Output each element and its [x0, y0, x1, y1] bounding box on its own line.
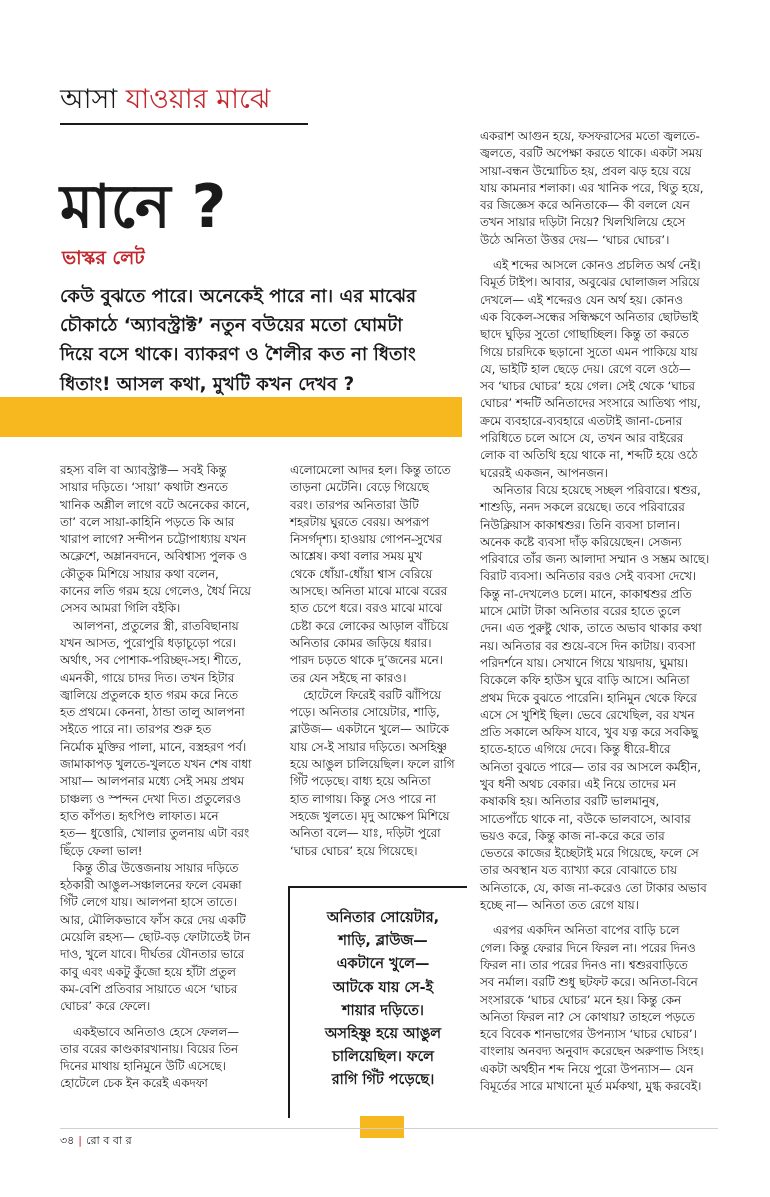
pull-quote-accent: [360, 1116, 404, 1138]
body-text-line: বাংলায় অনবদ্য অনুবাদ করেছেন অরুণাভ সিংহ।: [480, 1044, 704, 1059]
section-rule: [60, 123, 308, 125]
body-text-line: হাত কাঁপত। হৃৎপিণ্ড লাফাত। মনে: [60, 808, 219, 823]
body-text-line: হাত চেপে ধরে। বরও মাঝে মাঝে: [290, 601, 443, 616]
body-text-line: হোটেলে ফিরেই বরটি ঝাঁপিয়ে: [303, 687, 441, 702]
body-text-line: পারদ চড়তে থাকে দু’জনের মনে।: [290, 653, 443, 668]
body-text-line: জামাকাপড় খুলতে-খুলতে যখন শেষ বাধা: [60, 757, 252, 772]
body-text-line: কষাকষি হয়। অনিতার বরটি ভালমানুষ,: [480, 794, 660, 809]
body-text-line: চেষ্টা করে লোকের আড়াল বাঁচিয়ে: [290, 618, 449, 633]
body-text-line: সব নর্মাল। বরটি শুধু ছটফট করে। অনিতা-বিনে: [480, 975, 698, 990]
body-text-line: হয়ে আঙুল চালিয়েছিল। ফলে রাগি: [290, 757, 455, 772]
body-text-line: দেখলে— এই শব্দেরও যেন অর্থ হয়। কোনও: [480, 292, 683, 307]
body-text-line: সায়া-বন্ধন উন্মোচিত হয়, প্রবল ঝড় হয়ে বয়ে: [480, 163, 691, 178]
body-text-line: হাতে-হাতে এগিয়ে দেবে। কিন্তু ধীরে-ধীরে: [480, 742, 671, 757]
body-text-line: ঘরেরই একজন, আপনজন।: [480, 465, 608, 480]
body-text-line: অনিতাকে, যে, কাজ না-করেও তো টাকার অভাব: [480, 880, 707, 895]
body-text-line: নিউক্লিয়াস কাকাশ্বশুর। তিনি ব্যবসা চালান।: [480, 517, 680, 532]
body-text-line: একটা অর্থহীন শব্দ নিয়ে পুরো উপন্যাস— যেন: [480, 1061, 694, 1076]
body-text-line: অনেক কষ্টে ব্যবসা দাঁড় করিয়েছেন। সেজন্য: [480, 534, 682, 549]
body-text-line: ক্রমে ব্যবহারে-ব্যবহারে এতটাই জানা-চেনার: [480, 413, 683, 428]
intro-standfirst: [60, 282, 465, 399]
body-text-line: মেয়েলি রহস্য— ছোট-বড় ফোটাতেই টান: [60, 930, 251, 945]
body-text-line: কৌতুক মিশিয়ে সায়ার কথা বলেন,: [60, 566, 219, 581]
body-text-line: কিন্তু না-দেখলেও চলে। মানে, কাকাশ্বশুর প্রতি: [480, 586, 692, 601]
pull-quote-line: অনিতার সোয়েটার,: [326, 910, 440, 926]
body-text-line: হচ্ছে না— অনিতা তত রেগে যায়।: [480, 898, 639, 913]
body-text-line: এমনকী, গায়ে চাদর দিত। তখন হিটার: [60, 670, 235, 685]
body-text-line: এসে সে খুশিই ছিল। ভেবে রেখেছিল, বর যখন: [480, 707, 695, 722]
body-text-line: অনিতা বুঝতে পারে— তার বর আসলে কর্মহীন,: [480, 759, 702, 774]
byline: ভাস্কর লেট: [62, 247, 145, 269]
body-text-line: রহস্য বলি বা অ্যাবস্ট্রাক্ট— সবই কিন্তু: [60, 463, 227, 477]
yellow-accent-bar: [0, 397, 462, 437]
body-text-line: দেন। এত পুরুষ্টু থোক, তাতে অভাব থাকার কথা: [480, 621, 702, 636]
body-text-line: দাও, খুলে যাবে। দীর্ঘতর যৌনতার ভারে: [60, 947, 245, 962]
body-text-line: অনিতা ফিরল না? সে কোথায়? তাহলে পড়তে: [480, 1009, 695, 1024]
section-title-part1: আসা: [60, 84, 118, 115]
body-text-line: হাত লাগায়। কিন্তু সেও পারে না: [290, 791, 436, 806]
body-text-line: ছিঁড়ে ফেলা ভাল!: [60, 843, 143, 858]
body-text-line: থেকে ধোঁয়া-ধোঁয়া শ্বাস বেরিয়ে: [290, 566, 433, 581]
body-text-line: আলপনা, প্রতুলের স্ত্রী, রাতবিছানায়: [73, 618, 239, 633]
body-text-line: যায় সে-ই সায়ার দড়িতে। অসহিষ্ণু: [290, 739, 447, 754]
body-text-line: সায়ার দড়িতে। ‘সায়া’ কথাটা শুনতে: [60, 480, 228, 495]
body-text-line: ব্লাউজ— একটানে খুলে— আটকে: [290, 722, 449, 737]
body-text-line: গিঁট লেগে যায়। আলপনা হাসে তাতে।: [60, 895, 237, 910]
body-text-line: লোক বা অতিথি হয়ে থাকে না, শব্দটি হয়ে ওঠে: [480, 448, 698, 463]
body-text-line: ঘোচর’ করে ফেলে।: [60, 999, 151, 1014]
pull-quote-line: চালিয়েছিল। ফলে: [332, 1049, 434, 1066]
body-text-line: কিন্তু তীব্র উত্তেজনায় সায়ার দড়িতে: [73, 860, 239, 875]
body-text-line: জ্বালিয়ে প্রতুলকে হাত গরম করে নিতে: [60, 687, 238, 702]
body-text-line: অক্লেশে, অম্লানবদনে, অবিশ্বাস্য পুলক ও: [60, 549, 248, 564]
body-text-line: যে, ভাইটি হাল ছেড়ে দেয়। রেগে বলে ওঠে—: [480, 361, 691, 376]
body-text-line: অর্থাৎ, সব পোশাক-পরিচ্ছদ-সহ। শীতে,: [60, 653, 242, 668]
body-text-line: হোটেলে চেক ইন করেই একদফা: [60, 1076, 208, 1091]
body-text-line: উঠে অনিতা উত্তর দেয়— ‘ঘাচর ঘোচর’।: [480, 232, 670, 247]
body-text-line: পড়ে। অনিতার সোয়েটার, শাড়ি,: [290, 705, 440, 720]
paragraph-gap: [480, 249, 720, 257]
body-text-line: ছাদে ঘুড়ির সুতো গোছাচ্ছিল। কিন্তু তা করতে: [480, 327, 689, 342]
body-text-line: তর যেন সইছে না কারও।: [290, 670, 407, 685]
pull-quote-line: শাড়ি, ব্লাউজ—: [338, 933, 428, 950]
body-text-line: হত— ধুত্তোরি, খোলার তুলনায় এটা বরং: [60, 826, 250, 841]
body-text-line: মাসে মোটা টাকা অনিতার বরের হাতে তুলে: [480, 604, 681, 619]
body-text-line: সংসারকে ‘ঘাচর ঘোচর’ মনে হয়। কিন্তু কেন: [480, 992, 682, 1007]
body-text-line: নির্মোক মুক্তির পালা, মানে, বস্ত্রহরণ পর্ব।: [60, 739, 247, 754]
body-text-line: গেল। কিন্তু ফেরার দিনে ফিরল না। পরের দিনও: [480, 940, 696, 955]
body-text-line: অনিতার বিয়ে হয়েছে সচ্ছল পরিবারে। শ্বশুর,: [493, 482, 701, 497]
body-text-line: শাশুড়ি, ননদ সকলে রয়েছে। তবে পরিবারের: [480, 500, 685, 515]
body-text-line: তার অবস্থান যত ব্যাখ্যা করে বোঝাতে চায়: [480, 863, 677, 878]
body-text-line: আশ্লেষ। কথা বলার সময় মুখ: [290, 549, 423, 564]
body-text-line: সেসব আমরা গিলি বইকি।: [60, 601, 181, 616]
body-text-line: দিনের মাথায় হানিমুনে উটি এসেছে।: [60, 1059, 226, 1074]
body-text-line: খুব ধনী অথচ বেকার। এই নিয়ে তাদের মন: [480, 776, 677, 791]
body-text-line: ফিরল না। তার পরের দিনও না। শ্বশুরবাড়িতে: [480, 957, 688, 972]
body-text-line: সাতেপাঁচে থাকে না, বউকে ভালবাসে, আবার: [480, 811, 691, 826]
body-text-line: চাঞ্চল্য ও স্পন্দন দেখা দিত। প্রতুলেরও: [60, 791, 241, 806]
body-text-line: সব ‘ঘাচর ঘোচর’ হয়ে গেল। সেই থেকে ‘ঘাচর: [480, 379, 695, 394]
section-title: [60, 80, 300, 120]
body-text-line: ‘ঘাচর ঘোচর’ হয়ে গিয়েছে।: [290, 843, 418, 858]
body-text-line: একরাশ আগুন হয়ে, ফসফরাসের মতো জ্বলতে-: [480, 129, 700, 143]
pull-quote-line: রাগি গিঁট পড়েছে।: [331, 1072, 435, 1089]
body-text-line: খানিক অশ্লীল লাগে বটে অনেকের কানে,: [60, 497, 250, 512]
body-text-line: অনিতা বলে— যাঃ, দড়িটা পুরো: [290, 826, 441, 841]
body-text-line: ভেতরে কাজের ইচ্ছেটাই মরে গিয়েছে, ফলে সে: [480, 846, 699, 861]
body-text-line: নিসর্গদৃশ্য। হাওয়ায় গোপন-সুখের: [290, 532, 442, 547]
body-text-line: কম-বেশি প্রতিবার সায়াতে এসে ‘ঘাচর: [60, 981, 238, 996]
body-text-line: অনিতার কোমর জড়িয়ে ধরার।: [290, 635, 432, 650]
pull-quote-line: শায়ার দড়িতে।: [342, 1002, 424, 1019]
intro-line: দিয়ে বসে থাকে। ব্যাকরণ ও শৈলীর কত না ধিতাং: [60, 344, 416, 366]
body-text-line: খারাপ লাগে? সন্দীপন চট্টোপাধ্যায় যখন: [60, 532, 247, 547]
body-text-line: তখন সায়ার দড়িটা নিয়ে? খিলখিলিয়ে হেসে: [480, 215, 686, 230]
footer-rule: [60, 1128, 718, 1129]
body-text-line: একইভাবে অনিতাও হেসে ফেলল—: [73, 1024, 240, 1039]
body-text-line: আর, মৌলিকভাবে ফাঁস করে দেয় একটি: [60, 912, 246, 927]
pull-quote-line: আটকে যায় সে-ই: [332, 979, 434, 996]
body-text-line: হঠকারী আঙুল-সঞ্চালনের ফলে বেমক্কা: [60, 878, 242, 893]
folio-separator: |: [78, 1134, 83, 1147]
body-text-line: এরপর একদিন অনিতা বাপের বাড়ি চলে: [493, 923, 680, 938]
body-text-line: এক বিকেল-সন্ধের সন্ধিক্ষণে অনিতার ছোটভাই: [480, 309, 699, 324]
body-text-line: যখন আসত, পুরোপুরি ধড়াচূড়ো পরে।: [60, 635, 237, 650]
body-text-line: প্রথম দিকে বুঝতে পারেনি। হানিমুন থেকে ফিরে: [480, 690, 697, 705]
pull-quote-line: একটানে খুলে—: [336, 956, 430, 973]
body-text-line: পরিধিতে চলে আসে যে, তখন আর বাইরের: [480, 431, 684, 446]
body-text-line: তাড়না মেটেনি। বেড়ে গিয়েছে: [290, 480, 429, 495]
body-text-line: পরিবারে তাঁর জন্য আলাদা সম্মান ও সম্ভ্রম আছে।: [480, 552, 710, 567]
body-text-line: সায়া— আলপনার মধ্যে সেই সময় প্রথম: [60, 774, 244, 789]
body-text-line: ঘোচর’ শব্দটি অনিতাদের সংসারে আতিথ্য পায়,: [480, 396, 701, 411]
paragraph-gap: [480, 914, 720, 922]
body-text-line: তা’ বলে সায়া-কাহিনি পড়তে কি আর: [60, 514, 235, 529]
intro-line: চৌকাঠে ‘অ্যাবস্ট্রাক্ট’ নতুন বউয়ের মতো ঘোমটা: [60, 315, 403, 337]
body-text-line: সহজে খুলতে। মৃদু আক্ষেপ মিশিয়ে: [290, 808, 450, 823]
body-column-3: [480, 128, 720, 1095]
body-text-line: গিয়ে চারদিকে ছড়ানো সুতো এমন পাকিয়ে যায়: [480, 344, 698, 359]
body-text-line: বিমূর্তের সারে মাখানো মূর্ত মর্মকথা, মুগ্ধ করবেই।: [480, 1079, 702, 1094]
body-text-line: পরিদর্শনে যায়। সেখানে গিয়ে খায়দায়, ঘুমায়।: [480, 655, 689, 670]
intro-line: ধিতাং! আসল কথা, মুখটি কখন দেখব ?: [60, 373, 355, 395]
body-text-line: শহরটায় ঘুরতে বেরয়। অপরূপ: [290, 514, 429, 529]
body-text-line: আসছে। অনিতা মাঝে মাঝে বরের: [290, 584, 448, 599]
body-text-line: সইতে পারে না। তারপর শুরু হত: [60, 722, 212, 737]
body-text-line: বর জিজ্ঞেস করে অনিতাকে— কী বললে যেন: [480, 198, 690, 213]
body-text-line: হত প্রথমে। কেননা, ঠান্ডা তালু আলপনা: [60, 705, 245, 720]
body-text-line: কাবু এবং একটু কুঁজো হয়ে হাঁটা প্রতুল: [60, 964, 236, 979]
section-title-part2: যাওয়ার মাঝে: [125, 84, 271, 115]
paragraph-gap: [60, 1016, 280, 1024]
headline: মানে ?: [60, 172, 227, 242]
body-text-line: জ্বলতে, বরটি অপেক্ষা করতে থাকে। একটা সময়: [480, 146, 703, 161]
pull-quote: [303, 907, 463, 1093]
body-text-line: এলোমেলো আদর হল। কিন্তু তাতে: [290, 463, 451, 477]
body-text-line: বিকেলে কফি হাউস ঘুরে বাড়ি আসে। অনিতা: [480, 673, 690, 688]
body-text-line: হবে বিবেক শানভাগের উপন্যাস ‘ঘাচর ঘোচর’।: [480, 1027, 697, 1042]
body-text-line: নয়। অনিতার বর শুয়ে-বসে দিন কাটায়। ব্যবসা: [480, 638, 696, 653]
page-number: ৩৪: [60, 1134, 75, 1147]
body-text-line: বরং। তারপর অনিতারা উটি: [290, 497, 419, 512]
body-text-line: এই শব্দের আসলে কোনও প্রচলিত অর্থ নেই।: [493, 258, 701, 273]
body-text-line: প্রতি সকালে অফিস যাবে, খুব যত্ন করে সবকিছু: [480, 725, 698, 740]
intro-line: কেউ বুঝতে পারে। অনেকেই পারে না। এর মাঝের: [60, 286, 417, 307]
magazine-name: রো ব বা র: [86, 1134, 132, 1147]
body-text-line: যায় কামনার শলাকা। এর খানিক পরে, থিতু হয়ে,: [480, 180, 704, 195]
page-folio: [60, 1133, 220, 1149]
body-text-line: গিঁট পড়েছে। বাধ্য হয়ে অনিতা: [290, 774, 431, 789]
body-column-1: [60, 462, 280, 1093]
body-text-line: ভয়ও করে, কিন্তু কাজ না-করে করে তার: [480, 828, 665, 843]
pull-quote-line: অসহিষ্ণু হয়ে আঙুল: [324, 1026, 442, 1043]
body-text-line: কানের লতি গরম হয়ে গেলেও, ধৈর্য নিয়ে: [60, 584, 251, 599]
body-text-line: তার বরের কাণ্ডকারখানায়। বিয়ের তিন: [60, 1041, 239, 1056]
body-text-line: বিরাট ব্যবসা। অনিতার বরও সেই ব্যবসা দেখে।: [480, 569, 697, 584]
body-text-line: বিমূর্ত টাইপ। আবার, অবুঝের ঘোলাজল সরিয়ে: [480, 275, 700, 290]
body-column-2: [290, 462, 465, 860]
